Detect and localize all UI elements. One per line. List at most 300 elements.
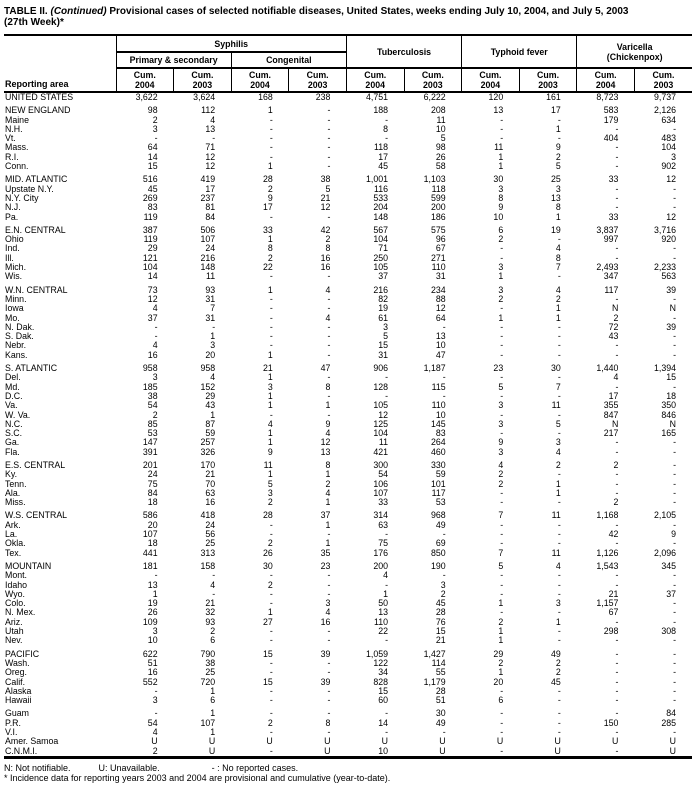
value-cell: 17: [262, 202, 273, 213]
value-cell: 107: [142, 529, 158, 540]
value-cell: -: [269, 293, 273, 304]
value-cell: -: [615, 381, 619, 392]
value-cell: 9: [267, 446, 273, 457]
value-cell: -: [673, 667, 677, 678]
value-cell: 15: [147, 161, 158, 172]
value-cell: 161: [546, 92, 561, 102]
value-cell: 12: [320, 202, 331, 213]
value-cell: 1: [267, 400, 273, 411]
value-cell: 237: [200, 192, 216, 203]
value-cell: -: [673, 497, 677, 508]
value-cell: -: [615, 648, 619, 659]
value-cell: -: [327, 123, 331, 134]
value-cell: -: [557, 588, 561, 599]
value-cell: 11: [551, 510, 561, 521]
value-cell: 720: [200, 676, 216, 687]
value-cell: -: [673, 487, 677, 498]
value-cell: 165: [661, 428, 677, 439]
value-cell: 37: [666, 588, 677, 599]
reporting-area-cell: Ill.: [5, 252, 14, 263]
value-cell: 6: [210, 695, 216, 706]
value-cell: -: [673, 695, 677, 706]
value-cell: -: [442, 372, 446, 383]
value-cell: 122: [373, 657, 389, 668]
value-cell: -: [673, 648, 677, 659]
value-cell: U: [439, 736, 446, 747]
value-cell: 404: [603, 133, 619, 144]
value-cell: -: [673, 616, 677, 627]
value-cell: -: [327, 657, 331, 668]
value-cell: 586: [142, 510, 158, 521]
value-cell: 1: [267, 390, 273, 401]
value-cell: -: [269, 303, 273, 314]
value-cell: 7: [498, 547, 504, 558]
value-cell: 15: [262, 648, 273, 659]
table-row: [4, 332, 692, 341]
value-cell: 55: [435, 667, 446, 678]
value-cell: 12: [435, 303, 446, 314]
value-cell: 6: [210, 635, 216, 646]
value-cell: 2: [440, 588, 446, 599]
value-cell: 16: [205, 497, 216, 508]
value-cell: -: [615, 142, 619, 153]
table-row: [4, 341, 692, 350]
value-cell: 34: [378, 667, 389, 678]
value-cell: -: [673, 519, 677, 530]
value-cell: 201: [142, 459, 158, 470]
value-cell: -: [615, 667, 619, 678]
reporting-area-cell: C.N.M.I.: [5, 745, 38, 756]
table-row: [4, 747, 692, 758]
value-cell: -: [673, 446, 677, 457]
value-cell: 506: [200, 224, 216, 235]
table-row: [4, 364, 692, 373]
value-cell: -: [327, 161, 331, 172]
value-cell: 105: [373, 400, 389, 411]
varicella-label: Varicella: [616, 41, 653, 52]
value-cell: 4: [325, 284, 331, 295]
col-group-varicella: [577, 35, 692, 68]
value-cell: 16: [147, 667, 158, 678]
value-cell: 4: [152, 340, 158, 351]
reporting-area-cell: Calif.: [5, 676, 26, 687]
value-cell: 2: [613, 312, 619, 323]
value-cell: -: [557, 271, 561, 282]
value-cell: -: [212, 570, 216, 581]
value-cell: 2: [267, 183, 273, 194]
value-cell: 5: [383, 331, 389, 342]
value-cell: -: [673, 243, 677, 254]
value-cell: 148: [200, 262, 216, 273]
value-cell: 204: [373, 202, 389, 213]
value-cell: -: [615, 538, 619, 549]
value-cell: 271: [430, 252, 446, 263]
value-cell: 8: [383, 123, 389, 134]
value-cell: -: [500, 133, 504, 144]
value-cell: 61: [378, 312, 389, 323]
value-cell: 1: [152, 588, 158, 599]
value-cell: 3: [152, 123, 158, 134]
reporting-area-cell: UNITED STATES: [5, 92, 74, 102]
reporting-area-cell: Alaska: [5, 685, 32, 696]
value-cell: -: [557, 570, 561, 581]
value-cell: 920: [661, 234, 677, 245]
value-cell: 2: [267, 579, 273, 590]
value-cell: 3: [152, 372, 158, 383]
value-cell: -: [500, 717, 504, 728]
value-cell: 3: [555, 598, 561, 609]
value-cell: 5: [498, 560, 504, 571]
value-cell: -: [327, 211, 331, 222]
value-cell: 1: [555, 303, 561, 314]
table-row: [4, 581, 692, 590]
value-cell: 10: [493, 211, 504, 222]
col-header-cum-2004-4: Cum. 2004: [577, 68, 635, 92]
reporting-area-cell: N. Dak.: [5, 321, 35, 332]
value-cell: 75: [378, 538, 389, 549]
col-header-cum-2003-1: Cum. 2003: [289, 68, 347, 92]
value-cell: 216: [200, 252, 216, 263]
reporting-area-cell: Ariz.: [5, 616, 23, 627]
value-cell: 419: [200, 174, 216, 185]
value-cell: 11: [494, 142, 504, 153]
col-header-cum-2003-0: Cum. 2003: [174, 68, 232, 92]
value-cell: -: [500, 497, 504, 508]
value-cell: 264: [430, 437, 446, 448]
value-cell: 2: [555, 151, 561, 162]
table-row: [4, 272, 692, 281]
table-row: [4, 203, 692, 212]
table-row: [4, 636, 692, 645]
value-cell: 355: [603, 400, 619, 411]
value-cell: -: [557, 685, 561, 696]
value-cell: 2: [555, 657, 561, 668]
value-cell: -: [385, 529, 389, 540]
value-cell: 39: [320, 648, 331, 659]
reporting-area-cell: Vt.: [5, 133, 16, 144]
value-cell: -: [385, 727, 389, 737]
value-cell: 45: [378, 161, 389, 172]
value-cell: -: [327, 105, 331, 116]
value-cell: -: [154, 321, 158, 332]
value-cell: -: [500, 243, 504, 254]
value-cell: 563: [661, 271, 677, 282]
value-cell: 42: [608, 529, 619, 540]
value-cell: -: [615, 202, 619, 213]
value-cell: 2: [613, 497, 619, 508]
value-cell: 5: [555, 161, 561, 172]
value-cell: 3: [210, 340, 216, 351]
value-cell: -: [500, 331, 504, 342]
value-cell: 200: [430, 202, 446, 213]
value-cell: 1: [267, 105, 273, 116]
value-cell: 119: [143, 211, 158, 222]
reporting-area-cell: Tenn.: [5, 478, 27, 489]
reporting-area-cell: W.S. CENTRAL: [5, 510, 68, 521]
value-cell: -: [500, 409, 504, 420]
value-cell: 12: [666, 174, 677, 185]
value-cell: -: [269, 657, 273, 668]
value-cell: 11: [378, 437, 389, 448]
col-header-cum-2004-1: Cum. 2004: [231, 68, 289, 92]
value-cell: 8,723: [596, 92, 619, 102]
value-cell: 33: [608, 174, 619, 185]
value-cell: 49: [551, 648, 561, 659]
value-cell: 3: [671, 151, 677, 162]
value-cell: 75: [147, 478, 158, 489]
value-cell: -: [269, 340, 273, 351]
reporting-area-cell: Amer. Samoa: [5, 736, 59, 747]
value-cell: 12: [147, 293, 158, 304]
value-cell: -: [500, 570, 504, 581]
value-cell: 958: [200, 363, 216, 374]
value-cell: -: [269, 321, 273, 332]
value-cell: 128: [373, 381, 389, 392]
value-cell: 269: [142, 192, 158, 203]
value-cell: 69: [435, 538, 446, 549]
value-cell: 21: [435, 635, 446, 646]
value-cell: U: [496, 736, 504, 747]
value-cell: 158: [200, 560, 216, 571]
value-cell: 3: [498, 400, 504, 411]
value-cell: 285: [661, 717, 677, 728]
value-cell: 8: [325, 717, 331, 728]
value-cell: 2: [498, 293, 504, 304]
table-row: [4, 153, 692, 162]
value-cell: 8: [498, 192, 504, 203]
value-cell: -: [154, 331, 158, 342]
value-cell: 3: [498, 183, 504, 194]
reporting-area-cell: Kans.: [5, 349, 28, 360]
value-cell: -: [385, 390, 389, 401]
table-body: [4, 92, 692, 757]
value-cell: -: [327, 271, 331, 282]
reporting-area-cell: Minn.: [5, 293, 27, 304]
value-cell: 460: [430, 446, 446, 457]
col-group-congenital: Congenital: [231, 52, 346, 68]
value-cell: -: [327, 321, 331, 332]
value-cell: 23: [493, 363, 504, 374]
value-cell: -: [500, 114, 504, 125]
reporting-area-cell: MID. ATLANTIC: [5, 174, 68, 185]
table-row: [4, 411, 692, 420]
value-cell: 387: [142, 224, 158, 235]
value-cell: 3: [152, 695, 158, 706]
value-cell: 4: [267, 418, 273, 429]
table-row: [4, 323, 692, 332]
value-cell: 6: [498, 695, 504, 706]
table-row: [4, 448, 692, 457]
value-cell: -: [615, 487, 619, 498]
col-group-tuberculosis: Tuberculosis: [346, 35, 461, 68]
value-cell: 2: [498, 657, 504, 668]
value-cell: 15: [666, 372, 677, 383]
value-cell: -: [615, 437, 619, 448]
value-cell: 3: [555, 437, 561, 448]
value-cell: 217: [603, 428, 619, 439]
value-cell: -: [385, 579, 389, 590]
value-cell: 3: [440, 579, 446, 590]
value-cell: 2: [210, 626, 216, 637]
value-cell: -: [615, 151, 619, 162]
value-cell: 30: [262, 560, 273, 571]
value-cell: 21: [320, 192, 331, 203]
value-cell: 1,394: [654, 363, 677, 374]
value-cell: -: [615, 123, 619, 134]
value-cell: 2: [325, 478, 331, 489]
value-cell: 26: [435, 151, 446, 162]
value-cell: -: [269, 727, 273, 737]
value-cell: 3,837: [596, 224, 619, 235]
table-row: [4, 125, 692, 134]
value-cell: 152: [200, 381, 216, 392]
value-cell: 599: [430, 192, 446, 203]
reporting-area-cell: Nebr.: [5, 340, 27, 351]
table-row: [4, 429, 692, 438]
value-cell: 23: [320, 560, 331, 571]
value-cell: -: [615, 161, 619, 172]
value-cell: 30: [493, 174, 504, 185]
value-cell: 56: [205, 529, 216, 540]
value-cell: 1: [267, 607, 273, 618]
reporting-area-cell: Va.: [5, 400, 18, 411]
value-cell: 22: [378, 626, 389, 637]
value-cell: 43: [205, 400, 216, 411]
value-cell: 1: [498, 598, 504, 609]
value-cell: 32: [205, 607, 216, 618]
table-row: [4, 470, 692, 479]
value-cell: -: [673, 183, 677, 194]
reporting-area-cell: P.R.: [5, 717, 21, 728]
value-cell: N: [612, 418, 619, 429]
reporting-area-cell: Maine: [5, 114, 29, 125]
value-cell: 2,096: [654, 547, 677, 558]
value-cell: 4: [383, 570, 389, 581]
table-row: [4, 719, 692, 728]
value-cell: -: [673, 202, 677, 213]
value-cell: -: [269, 409, 273, 420]
value-cell: 110: [431, 262, 446, 273]
value-cell: 313: [200, 547, 216, 558]
value-cell: 13: [551, 192, 561, 203]
value-cell: -: [673, 469, 677, 480]
footnote-dash: - : No reported cases.: [211, 762, 299, 773]
table-row: [4, 608, 692, 617]
value-cell: 117: [431, 487, 446, 498]
col-header-cum-2004-0: Cum. 2004: [116, 68, 174, 92]
table-row: [4, 696, 692, 705]
value-cell: 5: [325, 183, 331, 194]
value-cell: 441: [142, 547, 158, 558]
value-cell: -: [673, 570, 677, 581]
value-cell: 257: [200, 437, 216, 448]
value-cell: -: [615, 519, 619, 530]
value-cell: 4: [325, 428, 331, 439]
value-cell: -: [269, 133, 273, 144]
table-row: [4, 627, 692, 636]
value-cell: 4: [325, 312, 331, 323]
value-cell: 847: [603, 409, 619, 420]
value-cell: 186: [430, 211, 446, 222]
table-row: [4, 263, 692, 272]
value-cell: 314: [373, 510, 389, 521]
reporting-area-cell: Utah: [5, 626, 24, 637]
table-row: [4, 194, 692, 203]
reporting-area-cell: Ohio: [5, 234, 24, 245]
value-cell: 2,493: [596, 262, 619, 273]
value-cell: 28: [262, 510, 273, 521]
value-cell: 17: [551, 105, 561, 116]
value-cell: 13: [435, 331, 446, 342]
value-cell: 33: [608, 211, 619, 222]
value-cell: -: [615, 745, 619, 756]
value-cell: 38: [320, 174, 331, 185]
value-cell: 2,126: [654, 105, 677, 116]
value-cell: -: [557, 717, 561, 728]
value-cell: 10: [147, 635, 158, 646]
value-cell: 1: [555, 312, 561, 323]
value-cell: 238: [315, 92, 331, 102]
value-cell: 9: [498, 437, 504, 448]
value-cell: 20: [205, 349, 216, 360]
value-cell: -: [385, 372, 389, 383]
value-cell: 1: [325, 538, 331, 549]
value-cell: 98: [435, 142, 446, 153]
value-cell: 54: [378, 469, 389, 480]
table-row: [4, 401, 692, 410]
value-cell: -: [269, 331, 273, 342]
value-cell: 43: [608, 331, 619, 342]
reporting-area-cell: NEW ENGLAND: [5, 105, 71, 116]
table-row: [4, 351, 692, 360]
value-cell: 9: [671, 529, 677, 540]
value-cell: -: [557, 469, 561, 480]
value-cell: 26: [147, 607, 158, 618]
value-cell: 8: [325, 381, 331, 392]
value-cell: -: [557, 579, 561, 590]
value-cell: 2: [555, 293, 561, 304]
value-cell: -: [615, 676, 619, 687]
value-cell: 997: [603, 234, 619, 245]
value-cell: -: [442, 529, 446, 540]
value-cell: 18: [147, 538, 158, 549]
value-cell: 1,187: [423, 363, 446, 374]
value-cell: 1: [555, 616, 561, 627]
value-cell: -: [154, 133, 158, 144]
value-cell: U: [266, 736, 273, 747]
value-cell: -: [557, 727, 561, 737]
value-cell: -: [557, 538, 561, 549]
value-cell: -: [557, 340, 561, 351]
value-cell: -: [615, 183, 619, 194]
footnote-symbols: [4, 763, 692, 773]
value-cell: 17: [205, 183, 216, 194]
reporting-area-cell: Ark.: [5, 519, 21, 530]
value-cell: -: [269, 123, 273, 134]
value-cell: 6: [498, 224, 504, 235]
footnotes: [4, 763, 692, 783]
table-row: [4, 162, 692, 171]
value-cell: -: [615, 695, 619, 706]
value-cell: U: [208, 745, 216, 756]
value-cell: 49: [435, 519, 446, 530]
value-cell: 1: [555, 123, 561, 134]
value-cell: 9: [555, 142, 561, 153]
value-cell: 1: [267, 161, 273, 172]
value-cell: 12: [666, 211, 677, 222]
table-title: [4, 6, 692, 17]
value-cell: -: [269, 695, 273, 706]
